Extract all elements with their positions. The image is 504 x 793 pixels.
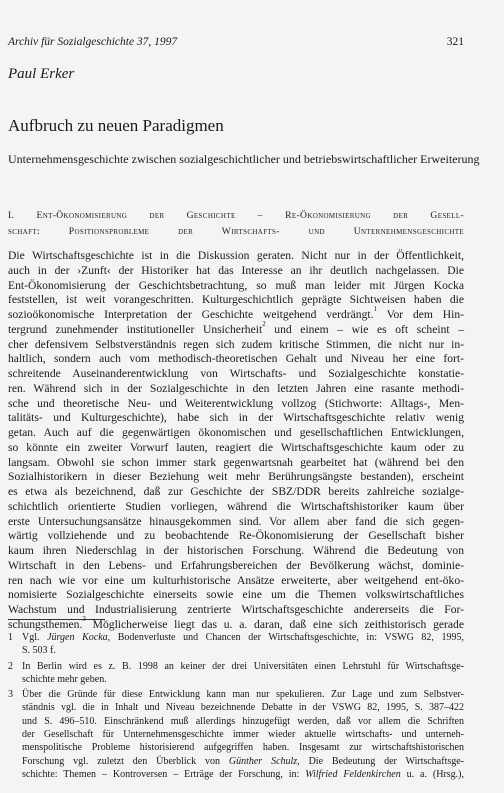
body-line-text: Möglicherweise liegt das u. a. daran, daß eine sich zeithistorisch gerade [92, 617, 464, 631]
section-heading-line: I. Ent-Ökonomisierung der Geschichte – Re-Ökonomisierung der Gesell- [8, 210, 464, 221]
body-line: Ent-Ökonomisierung der Geschichtsbetrachtung, so muß man leider mit Jürgen Kocka [8, 278, 464, 292]
footnote-number: 1 [8, 632, 13, 643]
footnote-line [22, 755, 464, 768]
footnote-number: 2 [8, 660, 13, 672]
body-text [8, 249, 464, 633]
footnote-line: In Berlin wird es z. B. 1998 an keiner der drei Universitäten einen Lehrstuhl für Wirtschaftsge- [22, 660, 464, 672]
body-line: talitäts- und Kulturgeschichte), habe sich in der Wirtschaftsgeschichte relativ wenig [8, 411, 464, 425]
body-line: erste Untersuchungsansätze hinausgekommen sind. Vor allem aber fand die sich gegen- [8, 514, 464, 528]
body-line-text: Vor dem Hin- [377, 308, 465, 321]
footnote-text [22, 660, 464, 687]
journal-citation: Archiv für Sozialgeschichte 37, 1997 [8, 36, 178, 48]
footnote-line-text: schichte: Themen – Kontroversen – Erträge der Forschung, in: [22, 768, 300, 780]
footnote-line-text: Die Bedeutung der Wirtschaftsge- [299, 755, 465, 767]
body-line: haltlich, sondern auch vom methodisch-theoretischen Gehalt und Niveau her eine fort- [8, 352, 464, 366]
article-subtitle: Unternehmensgeschichte zwischen sozialgeschichtlicher und betriebswirtschaftlicher Erweiterung [8, 152, 480, 166]
body-line: wärtig vollziehende und zu beobachtende Re-Ökonomisierung der Gesellschaft bisher [8, 529, 464, 543]
cited-author: Wilfried Feldenkirchen [305, 768, 401, 780]
footnote-number: 3 [8, 689, 13, 701]
body-line [8, 319, 464, 338]
footnote-ref-1: 1 [373, 305, 378, 313]
footnote-2 [8, 660, 464, 687]
body-line: schreitende Auseinanderentwicklung von Wirtschafts- und Sozialgeschichte konstatie- [8, 367, 464, 380]
body-line: nomisierte Sozialgeschichte einerseits sowie eine um die Themen volkswirtschaftliches [8, 588, 464, 602]
body-line: Wachstum und Industrialisierung zentrierte Wirtschaftsgeschichte andererseits die For- [8, 603, 464, 616]
body-line-text: schungsthemen. [8, 617, 83, 631]
running-header [8, 36, 464, 48]
body-line: Die Wirtschaftsgeschichte ist in die Diskussion geraten. Nicht nur in der Öffentlichkeit, [8, 249, 464, 262]
footnote-line [22, 768, 464, 781]
body-line: es etwa als bezeichnend, daß zur Geschichte der SBZ/DDR bereits zahlreiche sozialge- [8, 485, 464, 498]
footnote-1 [8, 631, 464, 658]
body-line: Wirtschaft in den Lebens- und Erfahrungsbereichen der Bevölkerung wächst, dominie- [8, 558, 464, 572]
body-line: Sozialhistorikern in dieser Beziehung weit mehr Berührungsängste bestanden), erscheint [8, 470, 464, 484]
body-line-text: sozioökonomische Interpretation der Geschichte weitgehend verdrängt. [8, 308, 374, 321]
footnotes [8, 631, 464, 783]
footnote-line: S. 503 f. [22, 645, 56, 657]
body-line: langsam. Obwohl sie schon immer stark gegenwartsnah gearbeitet hat (während bei den [8, 455, 464, 469]
body-line: schichtlich orientierte Studien vorliegen, während die Wirtschaftshistoriker kaum über [8, 499, 464, 513]
footnote-text [22, 631, 464, 658]
footnote-separator [8, 619, 105, 620]
footnote-line-text: Forschung vgl. zuletzt den Überblick von [22, 755, 220, 767]
footnote-line: und S. 496–510. Einschränkend muß allerdings hinzugefügt werden, daß vor allem die Schriften [22, 715, 464, 727]
body-line: feststellen, ist weit vorangeschritten. Kulturgeschichtlich geprägte Sichtweisen haben die [8, 293, 464, 307]
body-line: kaum ihren Niederschlag in der historischen Forschung. Während die Bedeutung von [8, 544, 464, 557]
footnote-line: der Gesellschaft für Unternehmensgeschichte immer wieder aktuelle wirtschafts- und unterneh- [22, 729, 464, 741]
footnote-line: ständnis vgl. die in Inhalt und Niveau bezeichnende Debatte in der VSWG 82, 1995, S. 387–422 [22, 702, 464, 714]
footnote-line-text: Vgl. [22, 632, 48, 643]
body-line: ren. Während sich in der Sozialgeschichte in den letzten Jahren eine rasante methodi- [8, 381, 464, 395]
body-line: auch in der ›Zunft‹ der Historiker hat das Interesse an ihr deutlich nachgelassen. Die [8, 263, 464, 277]
body-line: so könnte ein zweiter Vorwurf lauten, reagiert die Wirtschaftsgeschichte kaum oder zu [8, 440, 464, 454]
body-line: sche und theoretische Neu- und Weiterentwicklung vollzog (Stichworte: Alltags-, Men- [8, 396, 464, 410]
section-heading-line: schaft: Positionsprobleme der Wirtschafts- und Unternehmensgeschichte [8, 226, 464, 237]
section-heading [8, 208, 464, 240]
footnote-ref-3: 3 [82, 614, 86, 623]
page-number: 321 [446, 36, 464, 48]
body-line: getan. Auch auf die gegenwärtigen ökonomischen und gesellschaftlichen Entwicklungen, [8, 426, 464, 439]
footnote-line [22, 631, 464, 644]
author-name: Paul Erker [8, 66, 75, 82]
cited-author: Jürgen Kocka, [47, 632, 111, 643]
footnote-line: menspolitische Probleme historisierend aufgegriffen haben. Insgesamt zur wirtschaftshistorischen [22, 742, 464, 754]
footnote-line: Über die Gründe für diese Entwicklung kann man nur spekulieren. Zur Lage und zum Selbstver- [22, 689, 464, 701]
body-line-text: tergrund zunehmender institutioneller Unsicherheit [8, 322, 263, 336]
footnote-ref-2: 2 [262, 319, 266, 328]
article-title: Aufbruch zu neuen Paradigmen [8, 116, 224, 135]
footnote-line-text: Bodenverluste und Chancen der Wirtschaftsgeschichte, in: VSWG 82, 1995, [110, 632, 464, 643]
body-line: cher defensivem Selbstverständnis regen sich zudem kritische Stimmen, die nicht nur in- [8, 337, 464, 351]
cited-author: Günther Schulz, [228, 755, 300, 767]
footnote-text [22, 688, 464, 781]
body-line [8, 305, 465, 323]
body-line: ren nach wie vor eine um kulturhistorische Ansätze erweiterte, aber weitgehend ent-öko- [8, 573, 464, 587]
footnote-line-text: u. a. (Hrsg.), [400, 768, 465, 780]
footnote-line: schichte mehr geben. [22, 673, 107, 685]
body-line-text: und einem – wie es oft scheint – [265, 322, 464, 336]
footnote-3 [8, 688, 464, 781]
